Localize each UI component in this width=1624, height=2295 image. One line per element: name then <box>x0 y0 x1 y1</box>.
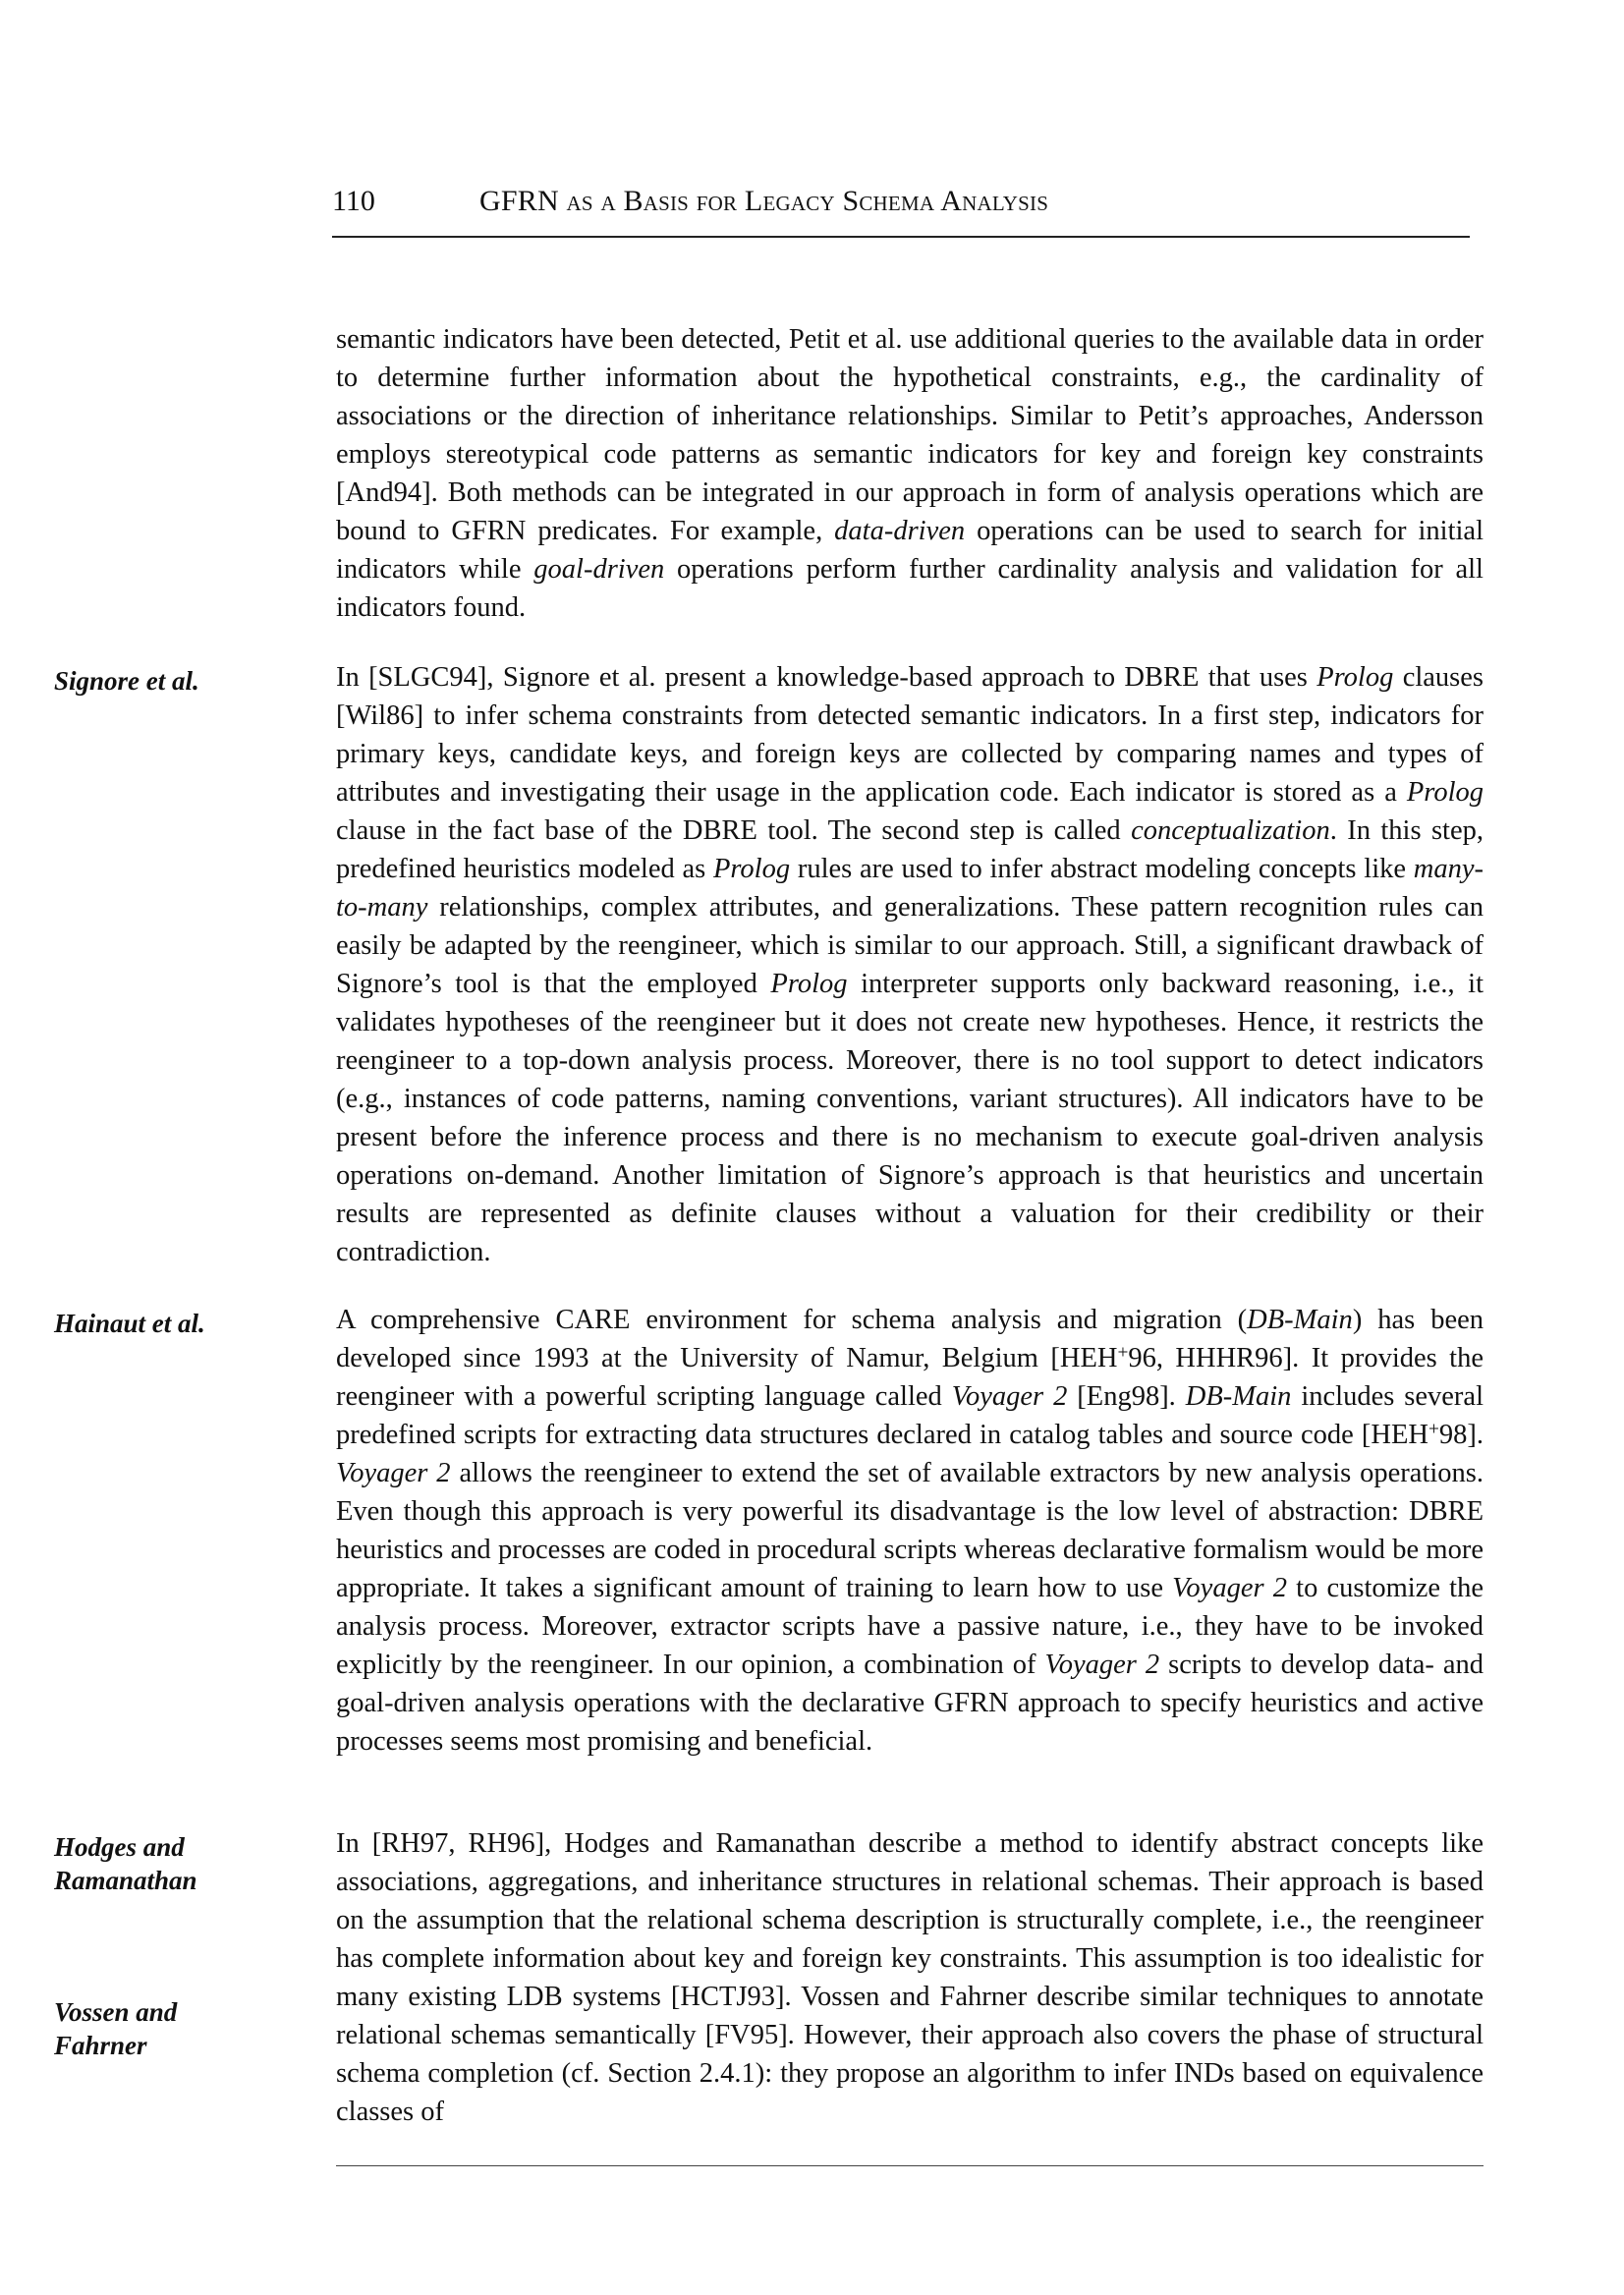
emphasis: goal-driven <box>533 554 665 585</box>
paragraph-text: includes several predefined scripts for extracting data structures declared in catalog tables and source code [HEH <box>336 1381 1484 1450</box>
margin-note-line: Hodges and <box>54 1832 185 1862</box>
margin-note-line: Vossen and <box>54 1997 178 2027</box>
emphasis: Prolog <box>770 969 848 999</box>
paragraph-2 <box>336 658 1484 1271</box>
footer-rule <box>336 2165 1484 2166</box>
emphasis: Voyager 2 <box>1172 1573 1287 1603</box>
emphasis: Voyager 2 <box>1044 1650 1160 1680</box>
paragraph-text: . In this step, predefined heuristics modeled as <box>336 815 1484 884</box>
paragraph-text: to customize the analysis process. Moreover, extractor scripts have a passive nature, i.e., they have to be invoked explicitly by the reengineer. In our opinion, a combination of <box>336 1573 1484 1680</box>
paragraph-text: A comprehensive CARE environment for schema analysis and migration ( <box>336 1305 1248 1335</box>
paragraph-text: 96, HHHR96]. It provides the reengineer with a powerful scripting language called <box>336 1343 1484 1412</box>
emphasis: Voyager 2 <box>951 1381 1068 1412</box>
emphasis: DB-Main <box>1185 1381 1292 1412</box>
superscript: + <box>1428 1419 1439 1440</box>
paragraph-text: relationships, complex attributes, and generalizations. These pattern recognition rules can easily be adapted by the reengineer, which is similar to our approach. Still, a significant drawback of Signore’s tool is that the employed <box>336 892 1484 999</box>
running-header <box>332 185 1470 238</box>
paragraph-3 <box>336 1301 1484 1761</box>
paragraph-text: semantic indicators have been detected, Petit et al. use additional queries to the available data in order to determine further information about the hypothetical constraints, e.g., the cardinality of associations or the direction of inheritance relationships. Similar to Petit’s approaches, Andersson employs stereotypical code patterns as semantic indicators for key and foreign key constraints [And94]. Both methods can be integrated in our approach in form of analysis operations which are bound to GFRN predicates. For example, <box>336 324 1484 546</box>
paragraph-1 <box>336 320 1484 627</box>
paragraph-text: operations perform further cardinality analysis and validation for all indicators found. <box>336 554 1484 623</box>
margin-note-line: Ramanathan <box>54 1866 197 1895</box>
paragraph-text: operations can be used to search for initial indicators while <box>336 516 1484 585</box>
margin-note-hainaut: Hainaut et al. <box>54 1309 205 1338</box>
paragraph-4 <box>336 1824 1484 2131</box>
margin-note-line: Fahrner <box>54 2031 147 2060</box>
emphasis: Prolog <box>712 854 791 884</box>
emphasis: many-to-many <box>336 854 1484 923</box>
paragraph-text: scripts to develop data- and goal-driven analysis operations with the declarative GFRN approach to specify heuristics and active processes seems most promising and beneficial. <box>336 1650 1484 1757</box>
running-title: GFRN as a Basis for Legacy Schema Analysis <box>479 185 1049 217</box>
paragraph-text: ) has been developed since 1993 at the University of Namur, Belgium [HEH <box>336 1305 1484 1373</box>
emphasis: Voyager 2 <box>336 1458 451 1488</box>
emphasis: data-driven <box>834 516 966 546</box>
emphasis: conceptualization <box>1131 815 1330 846</box>
emphasis: DB-Main <box>1247 1305 1353 1335</box>
paragraph-text: In [RH97, RH96], Hodges and Ramanathan describe a method to identify abstract concepts like associations, aggregations, and inheritance structures in relational schemas. Their approach is based on the assumption that the relational schema description is structurally complete, i.e., the reengineer has complete information about key and foreign key constraints. This assumption is too idealistic for many existing LDB systems [HCTJ93]. Vossen and Fahrner describe similar techniques to annotate relational schemas semantically [FV95]. However, their approach also covers the phase of structural schema completion (cf. Section 2.4.1): they propose an algorithm to infer INDs based on equivalence classes of <box>336 1828 1484 2127</box>
paragraph-text: 98]. <box>1438 1420 1484 1450</box>
paragraph-text: In [SLGC94], Signore et al. present a knowledge-based approach to DBRE that uses <box>336 662 1317 693</box>
emphasis: Prolog <box>1406 777 1484 808</box>
paragraph-text: allows the reengineer to extend the set of available extractors by new analysis operations. Even though this approach is very powerful its disadvantage is the low level of abstraction: DBRE heuristics and processes are coded in procedural scripts whereas declarative formalism would be more appropriate. It takes a significant amount of training to learn how to use <box>336 1458 1484 1603</box>
superscript: + <box>1117 1342 1129 1364</box>
paragraph-text: rules are used to infer abstract modeling concepts like <box>790 854 1414 884</box>
margin-note-vossen <box>54 1995 280 2062</box>
margin-note-signore: Signore et al. <box>54 666 199 696</box>
paragraph-text: [Eng98]. <box>1067 1381 1186 1412</box>
paragraph-text: clauses [Wil86] to infer schema constraints from detected semantic indicators. In a first step, indicators for primary keys, candidate keys, and foreign keys are collected by comparing names and types of attributes and investigating their usage in the application code. Each indicator is stored as a <box>336 662 1484 808</box>
page-number: 110 <box>332 185 375 217</box>
paragraph-text: clause in the fact base of the DBRE tool. The second step is called <box>336 815 1132 846</box>
paragraph-text: interpreter supports only backward reasoning, i.e., it validates hypotheses of the reengineer but it does not create new hypotheses. Hence, it restricts the reengineer to a top-down analysis process. Moreover, there is no tool support to detect indicators (e.g., instances of code patterns, naming conventions, variant structures). All indicators have to be present before the inference process and there is no mechanism to execute goal-driven analysis operations on-demand. Another limitation of Signore’s approach is that heuristics and uncertain results are represented as definite clauses without a valuation for their credibility or their contradiction. <box>336 969 1484 1267</box>
margin-note-hodges <box>54 1830 280 1897</box>
emphasis: Prolog <box>1316 662 1394 693</box>
